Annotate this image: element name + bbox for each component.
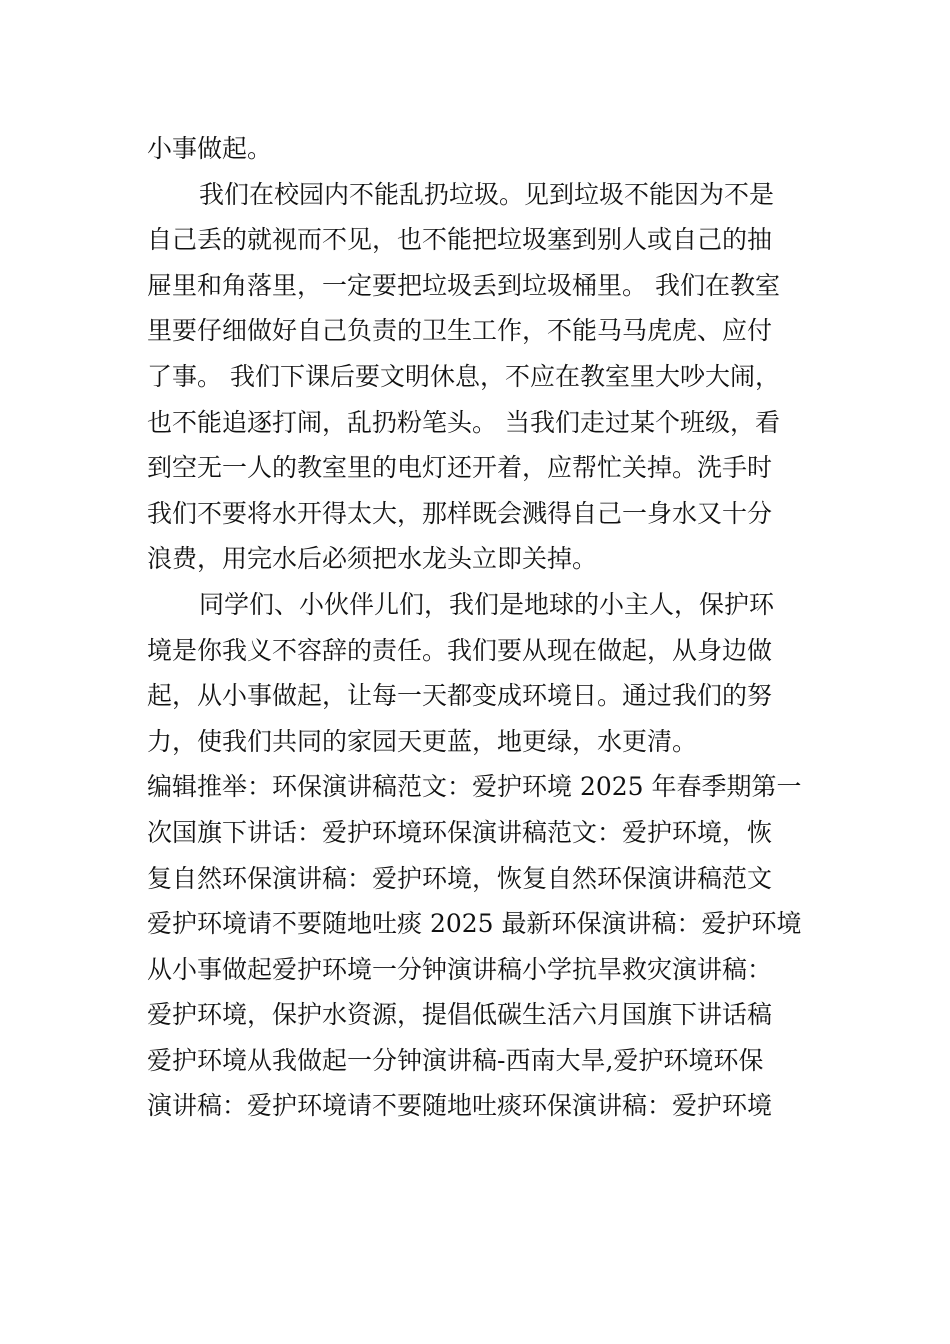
text-line: 境是你我义不容辞的责任。我们要从现在做起，从身边做 bbox=[147, 635, 773, 665]
text-line: 演讲稿：爱护环境请不要随地吐痰环保演讲稿：爱护环境 bbox=[147, 1091, 773, 1121]
text-line: 爱护环境请不要随地吐痰 2025 最新环保演讲稿：爱护环境 bbox=[147, 909, 802, 939]
text-line: 复自然环保演讲稿：爱护环境，恢复自然环保演讲稿范文 bbox=[147, 863, 773, 893]
text-line: 爱护环境，保护水资源，提倡低碳生活六月国旗下讲话稿 bbox=[147, 1000, 773, 1030]
text-line: 到空无一人的教室里的电灯还开着，应帮忙关掉。洗手时 bbox=[147, 453, 773, 483]
text-line: 起，从小事做起，让每一天都变成环境日。通过我们的努 bbox=[147, 681, 773, 711]
text-line: 小事做起。 bbox=[147, 134, 273, 163]
text-line: 里要仔细做好自己负责的卫生工作，不能马马虎虎、应付 bbox=[147, 316, 773, 346]
text-line: 从小事做起爱护环境一分钟演讲稿小学抗旱救灾演讲稿： bbox=[147, 954, 773, 984]
text-line: 同学们、小伙伴儿们，我们是地球的小主人，保护环 bbox=[199, 589, 775, 619]
text-line: 浪费，用完水后必须把水龙头立即关掉。 bbox=[147, 544, 598, 574]
text-line: 次国旗下讲话：爱护环境环保演讲稿范文：爱护环境，恢 bbox=[147, 817, 773, 847]
text-line: 也不能追逐打闹，乱扔粉笔头。 当我们走过某个班级，看 bbox=[147, 407, 780, 437]
text-line: 我们在校园内不能乱扔垃圾。见到垃圾不能因为不是 bbox=[199, 179, 775, 209]
text-line: 屉里和角落里，一定要把垃圾丢到垃圾桶里。 我们在教室 bbox=[147, 270, 780, 300]
text-line: 我们不要将水开得太大，那样既会溅得自己一身水又十分 bbox=[147, 498, 773, 528]
text-line: 爱护环境从我做起一分钟演讲稿-西南大旱,爱护环境环保 bbox=[147, 1045, 764, 1075]
text-line: 了事。 我们下课后要文明休息，不应在教室里大吵大闹， bbox=[147, 361, 780, 391]
body-text bbox=[147, 126, 807, 1129]
text-line: 自己丢的就视而不见，也不能把垃圾塞到别人或自己的抽 bbox=[147, 225, 773, 255]
text-line: 力，使我们共同的家园天更蓝，地更绿，水更清。 bbox=[147, 726, 698, 756]
text-line: 编辑推举：环保演讲稿范文：爱护环境 2025 年春季期第一 bbox=[147, 772, 802, 802]
